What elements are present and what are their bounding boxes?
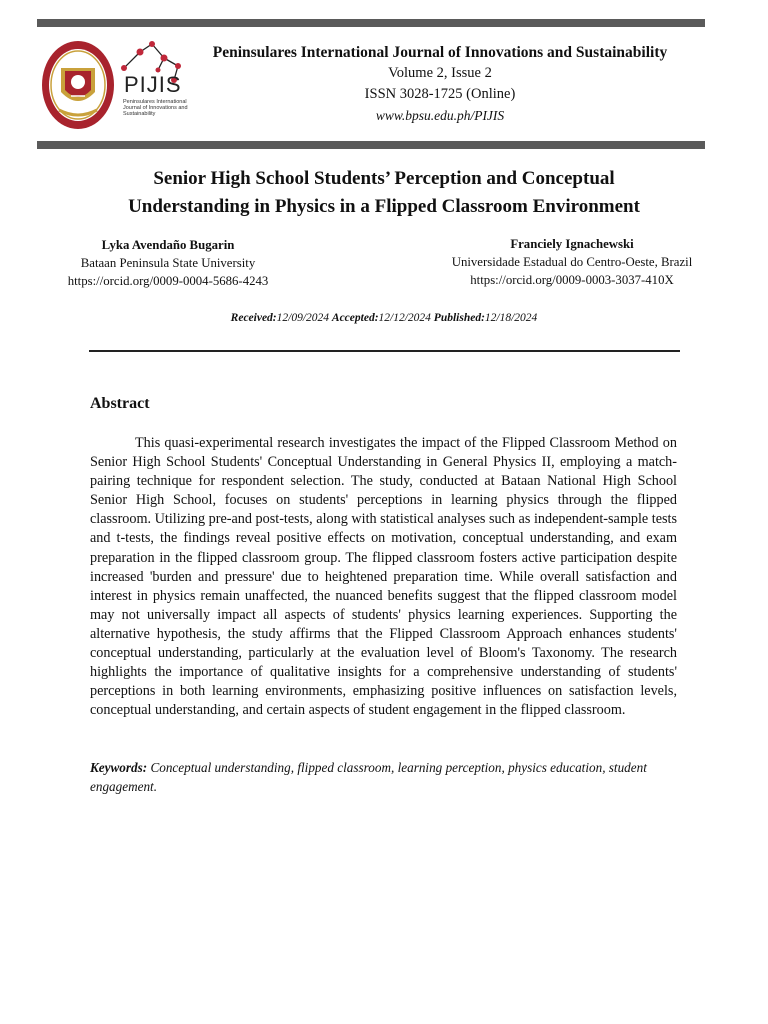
accepted-date: 12/12/2024 [378,312,431,324]
keywords: Keywords: Conceptual understanding, flipped classroom, learning perception, physics education, student engagement. [90,760,647,794]
accepted-label: Accepted: [331,312,379,324]
pijis-logo-subtitle: Peninsulares International Journal of Innovations and Sustainability [123,99,188,117]
paper-title-line-1: Senior High School Students’ Perception and Conceptual [153,168,615,189]
header-top-rule [37,19,705,27]
author-orcid[interactable]: https://orcid.org/0009-0003-3037-410X [470,273,674,287]
author-block-2 [436,235,708,289]
received-label: Received: [230,312,277,324]
publication-dates [130,312,638,324]
author-name: Franciely Ignachewski [510,237,634,251]
received-date: 12/09/2024 [276,312,330,324]
volume-issue: Volume 2, Issue 2 [388,65,492,81]
author-block-1 [60,236,276,290]
header-bottom-rule [37,141,705,149]
keywords-text: Conceptual understanding, flipped classroom, learning perception, physics education, student engagement. [90,760,647,794]
author-affiliation: Universidade Estadual do Centro-Oeste, Brazil [451,255,693,269]
keywords-label: Keywords [90,760,143,775]
abstract-text: This quasi-experimental research investigates the impact of the Flipped Classroom Method on Senior High School Students' Conceptual Understanding in General Physics II, employing a match-pairing technique for respondent selection. The study, conducted at Bataan National High School Senior High School, focuses on students' perceptions in learning physics through the flipped classroom. Utilizing pre-and post-tests, along with statistical analyses such as independent-sample tests and t-tests, the findings reveal positive effects on motivation, conceptual understanding, and exam preparation in the flipped classroom group. The flipped classroom fosters active participation despite increased 'burden and pressure' due to heightened preparation time. While overall satisfaction and interest in physics remain unaffected, the nuanced benefits suggest that the flipped classroom model may not universally impact all aspects of students' physics learning experiences. Supporting the alternative hypothesis, the study affirms that the Flipped Classroom Approach enhances students' conceptual understanding, particularly at the evaluation level of Bloom's Taxonomy. The research highlights the importance of qualitative insights for a comprehensive understanding of students' perceptions in both learning environments, emphasizing positive influences on satisfaction levels, conceptual understanding, and certain aspects of student engagement in the flipped classroom. [90,435,677,719]
issn: ISSN 3028-1725 (Online) [364,86,516,102]
author-orcid[interactable]: https://orcid.org/0009-0004-5686-4243 [67,274,269,288]
published-date: 12/18/2024 [484,312,538,324]
university-seal-logo [41,40,115,130]
pijis-logo-text: PIJIS [124,72,182,97]
section-divider [89,350,680,352]
author-affiliation: Bataan Peninsula State University [80,256,256,270]
paper-title [80,165,688,221]
journal-title: Peninsulares International Journal of Innovations and Sustainability [212,44,668,61]
paper-title-line-2: Understanding in Physics in a Flipped Classroom Environment [128,196,640,217]
abstract-heading: Abstract [90,395,150,412]
journal-header [200,43,680,126]
published-label: Published: [433,312,485,324]
journal-url: www.bpsu.edu.ph/PIJIS [375,108,505,123]
author-name: Lyka Avendaño Bugarin [101,238,235,252]
